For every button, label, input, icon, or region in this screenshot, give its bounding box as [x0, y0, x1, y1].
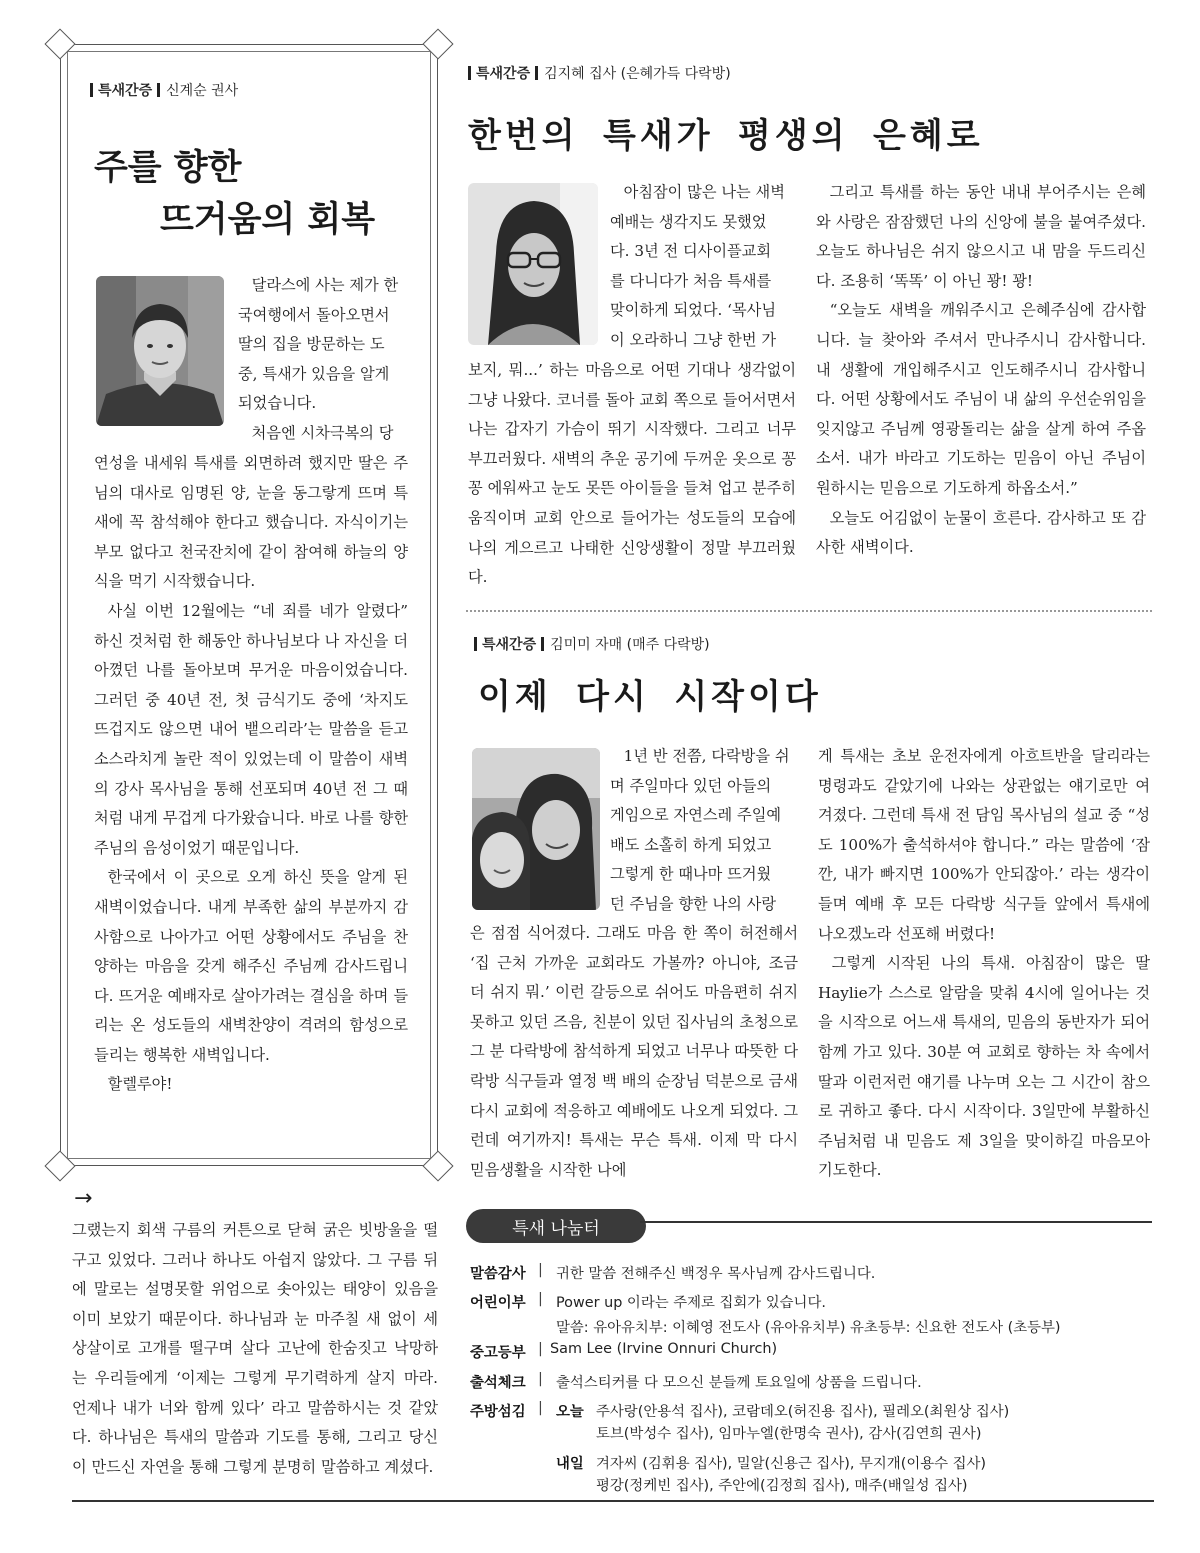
- body-paragraph: 그리고 특새를 하는 동안 내내 부어주시는 은혜와 사랑은 잠잠했던 나의 신앙에 불을 붙여주셨다. 오늘도 하나님은 쉬지 않으시고 내 맘을 두드리신다. 조용히 ‘똑똑’ 이 아닌 꽝! 꽝!: [816, 183, 1146, 290]
- sharing-text: 귀한 말씀 전해주신 백정우 목사님께 감사드립니다.: [556, 1266, 876, 1282]
- wrap-line: 이 오라하니 그냥 한번 가: [610, 330, 777, 349]
- body-paragraph: 한국에서 이 곳으로 오게 하신 뜻을 알게 된 새벽이었습니다. 내게 부족한 삶의 부분까지 감사함으로 나아가고 어떤 상황에서도 주님을 찬양하는 마음을 갖게 해주신 주님께 감사드립니다. 뜨거운 예배자로 살아가려는 결심을 하며 들리는 온 성도들의 새벽찬양이 격려의 함성으로 들리는 행복한 새벽입니다.: [94, 868, 408, 1064]
- wrap-line: 중, 특새가 있음을 알게: [238, 364, 390, 383]
- tomorrow-line: 평강(정케빈 집사), 주안에(김정희 집사), 매주(배일성 집사): [596, 1478, 968, 1494]
- today-label: 오늘: [556, 1404, 584, 1420]
- body-paragraph: 그렇게 시작된 나의 특새. 아침잠이 많은 딸 Haylie가 스스로 알람을 맞춰 4시에 일어나는 것을 시작으로 어느새 특새의, 믿음의 동반자가 되어 함께 가고 있다. 30분 여 교회로 향하는 차 속에서 딸과 이런저런 얘기를 나누며 오는 그 시간이 참으로 귀하고 좋다. 다시 시작이다. 3일만에 부활하신 주님처럼 내 믿음도 제 3일을 맞이하길 마음모아 기도한다.: [818, 954, 1150, 1180]
- sharing-text: 말씀: 유아유치부: 이혜영 전도사 (유아유치부) 유초등부: 신요한 전도사 (초등부): [556, 1320, 1061, 1336]
- wrap-line: 달라스에 사는 제가 한: [251, 276, 399, 294]
- label-separator: |: [538, 1262, 543, 1278]
- left-title-line1: 주를 향한: [94, 148, 242, 188]
- continuation-arrow: →: [74, 1186, 93, 1211]
- kicker-bar: [157, 83, 160, 97]
- article1-title: 한번의 특새가 평생의 은혜로: [468, 116, 984, 156]
- body-paragraph: 게 특새는 초보 운전자에게 아흐트반을 달리라는 명령과도 같았기에 나와는 상관없는 얘기로만 여겨졌다. 그런데 특새 전 담임 목사님의 설교 중 “성도 100%가 출석하셔야 합니다.” 라는 말씀에 ‘잠깐, 내가 빠지면 100%가 안되잖아.’ 라는 생각이 들며 예배 후 모든 다락방 식구들 앞에서 특새에 나오겠노라 선포해 버렸다!: [818, 747, 1150, 943]
- kicker-author: 김지혜 집사 (은혜가득 다락방): [544, 66, 731, 82]
- article1-wrap-text: [610, 178, 796, 356]
- kicker-label: 특새간증: [98, 83, 153, 99]
- sharing-rule: [640, 1221, 1152, 1223]
- sharing-label: 주방섬김: [470, 1404, 526, 1420]
- article2-col1: 은 점점 식어졌다. 그래도 마음 한 쪽이 허전해서 ‘집 근처 가까운 교회라도 가볼까? 아니야, 조금 더 쉬지 뭐.’ 이런 갈등으로 쉬어도 마음편히 쉬지 못하고 있던 즈음, 친분이 있던 집사님의 초청으로 그 분 다락방에 참석하게 되었고 너무나 따뜻한 다락방 식구들과 열정 백 배의 순장님 덕분으로 금새 다시 교회에 적응하고 예배에도 나오게 되었다. 그런데 여기까지! 특새는 무슨 특새. 이제 막 다시 믿음생활을 시작한 나에: [470, 924, 798, 1179]
- article2-kicker: [474, 634, 710, 654]
- sharing-label: 말씀감사: [470, 1266, 526, 1282]
- body-paragraph: “오늘도 새벽을 깨워주시고 은혜주심에 감사합니다. 늘 찾아와 주셔서 만나주시니 감사합니다. 내 생활에 개입해주시고 인도해주시니 감사합니다. 어떤 상황에서도 주님이 내 삶의 우선순위임을 잊지않고 주님께 영광돌리는 삶을 살게 하여 주옵소서. 내가 바라고 기도하는 믿음이 아닌 주님이 원하시는 믿음으로 기도하게 하옵소서.”: [816, 301, 1146, 497]
- kicker-label: 특새간증: [482, 637, 537, 653]
- body-paragraph: 연성을 내세워 특새를 외면하려 했지만 딸은 주님의 대사로 임명된 양, 눈을 동그랗게 뜨며 특새에 꼭 참석해야 한다고 했습니다. 자식이기는 부모 없다고 천국잔치에 같이 참여해 하늘의 양식을 먹기 시작했습니다.: [94, 454, 408, 591]
- sharing-label: 중고등부: [470, 1345, 526, 1361]
- today-line: 주사랑(안용석 집사), 코람데오(허진용 집사), 필레오(최원상 집사): [596, 1404, 1010, 1420]
- wrap-line: 예배는 생각지도 못했었: [610, 212, 767, 231]
- kicker-bar: [541, 637, 544, 651]
- kicker-bar: [474, 637, 477, 651]
- kicker-bar: [535, 66, 538, 80]
- wrap-line: 1년 반 전쯤, 다락방을 쉬: [623, 747, 790, 765]
- wrap-line: 되었습니다.: [238, 394, 317, 413]
- kicker-bar: [468, 66, 471, 80]
- article2-col2: [818, 742, 1150, 1186]
- article2-wrap-text: [610, 742, 798, 920]
- wrap-line: 던 주님을 향한 나의 사랑: [610, 894, 777, 913]
- sharing-header: 특새 나눔터: [466, 1209, 646, 1243]
- kicker-author: 김미미 자매 (매주 다락방): [550, 637, 710, 653]
- wrap-line: 그렇게 한 때나마 뜨거웠: [610, 865, 772, 884]
- wrap-line: 를 다니다가 처음 특새를: [610, 271, 772, 290]
- wrap-line: 처음엔 시차극복의 당: [251, 423, 394, 442]
- sharing-text: Sam Lee (Irvine Onnuri Church): [550, 1341, 778, 1357]
- wrap-line: 게임으로 자연스레 주일예: [610, 806, 782, 825]
- wrap-line: 배도 소홀히 하게 되었고: [610, 835, 772, 854]
- article1-col2: [816, 178, 1146, 563]
- sharing-text: 출석스티커를 다 모으신 분들께 토요일에 상품을 드립니다.: [556, 1375, 922, 1391]
- kicker-label: 특새간증: [476, 66, 531, 82]
- author-photo-kim-mimi: [472, 748, 600, 910]
- article2-title: 이제 다시 시작이다: [478, 677, 822, 717]
- label-separator: |: [538, 1291, 543, 1307]
- body-paragraph: 할렐루야!: [107, 1075, 173, 1094]
- tomorrow-label: 내일: [556, 1456, 584, 1472]
- section-divider: [466, 610, 1152, 612]
- kicker-author: 신계순 권사: [166, 83, 239, 99]
- today-line: 토브(박성수 집사), 임마누엘(한명숙 권사), 감사(김연희 권사): [596, 1426, 982, 1442]
- sharing-label: 출석체크: [470, 1375, 526, 1391]
- body-paragraph: 사실 이번 12월에는 “네 죄를 네가 알렸다” 하신 것처럼 한 해동안 하나님보다 나 자신을 더 아꼈던 나를 돌아보며 무거운 마음이었습니다. 그러던 중 40년 전, 첫 금식기도 중에 ‘차지도 뜨겁지도 않으면 내어 뱉으리라’는 말씀을 듣고 소스라치게 놀란 적이 있었는데 이 말씀이 새벽의 강사 목사님을 통해 선포되며 40년 전 그 때처럼 내게 무겁게 다가왔습니다. 바로 나를 향한 주님의 음성이었기 때문입니다.: [94, 601, 408, 857]
- tomorrow-line: 겨자씨 (김휘용 집사), 밀알(신용근 집사), 무지개(이용수 집사): [596, 1456, 987, 1472]
- author-photo-kim-jihye: [468, 183, 598, 345]
- left-title-line2: 뜨거움의 회복: [160, 200, 376, 240]
- author-photo-sin: [96, 276, 224, 426]
- left-kicker: [90, 80, 238, 100]
- sharing-label: 어린이부: [470, 1295, 526, 1311]
- article1-col1: 보지, 뭐...’ 하는 마음으로 어떤 기대나 생각없이 그냥 나왔다. 코너를 돌아 교회 쪽으로 들어서면서 나는 갑자기 가슴이 뛰기 시작했다. 그리고 너무 부끄러웠다. 새벽의 추운 공기에 두꺼운 옷으로 꽁꽁 에워싸고 눈도 못뜬 아이들을 들쳐 업고 분주히 움직이며 교회 안으로 들어가는 성도들의 모습에 나의 게으르고 나태한 신앙생활이 정말 부끄러웠다.: [468, 361, 796, 587]
- label-separator: |: [538, 1400, 543, 1416]
- body-paragraph: 오늘도 어김없이 눈물이 흐른다. 감사하고 또 감사한 새벽이다.: [816, 508, 1146, 557]
- label-separator: |: [538, 1371, 543, 1387]
- wrap-line: 아침잠이 많은 나는 새벽: [623, 183, 785, 201]
- sharing-text: Power up 이라는 주제로 집회가 있습니다.: [556, 1295, 826, 1311]
- page-bottom-rule: [72, 1500, 1154, 1502]
- wrap-line: 다. 3년 전 디사이플교회: [610, 242, 772, 261]
- wrap-line: 국여행에서 돌아오면서: [238, 305, 390, 324]
- continuation-text: 그랬는지 회색 구름의 커튼으로 닫혀 굵은 빗방울을 떨구고 있었다. 그러나 하나도 아쉽지 않았다. 그 구름 뒤에 말로는 설명못할 위엄으로 솟아있는 태양이 있음을 이미 보았기 때문이다. 하나님과 눈 마주칠 새 없이 세상살이로 고개를 떨구며 살다 고난에 한숨짓고 낙망하는 우리들에게 ‘이제는 그렇게 무기력하게 살지 마라. 언제나 내가 너와 함께 있다’ 라고 말씀하시는 것 같았다. 하나님은 특새의 말씀과 기도를 통해, 그리고 당신이 만드신 자연을 통해 그렇게 분명히 말씀하고 계셨다.: [72, 1221, 438, 1476]
- kicker-bar: [90, 83, 93, 97]
- wrap-line: 딸의 집을 방문하는 도: [238, 335, 385, 354]
- article1-kicker: [468, 63, 731, 83]
- label-separator: |: [538, 1341, 543, 1357]
- left-wrap-text: [238, 271, 408, 449]
- wrap-line: 맞이하게 되었다. ‘목사님: [610, 301, 777, 320]
- wrap-line: 며 주일마다 있던 아들의: [610, 776, 772, 795]
- left-body: [94, 449, 408, 1100]
